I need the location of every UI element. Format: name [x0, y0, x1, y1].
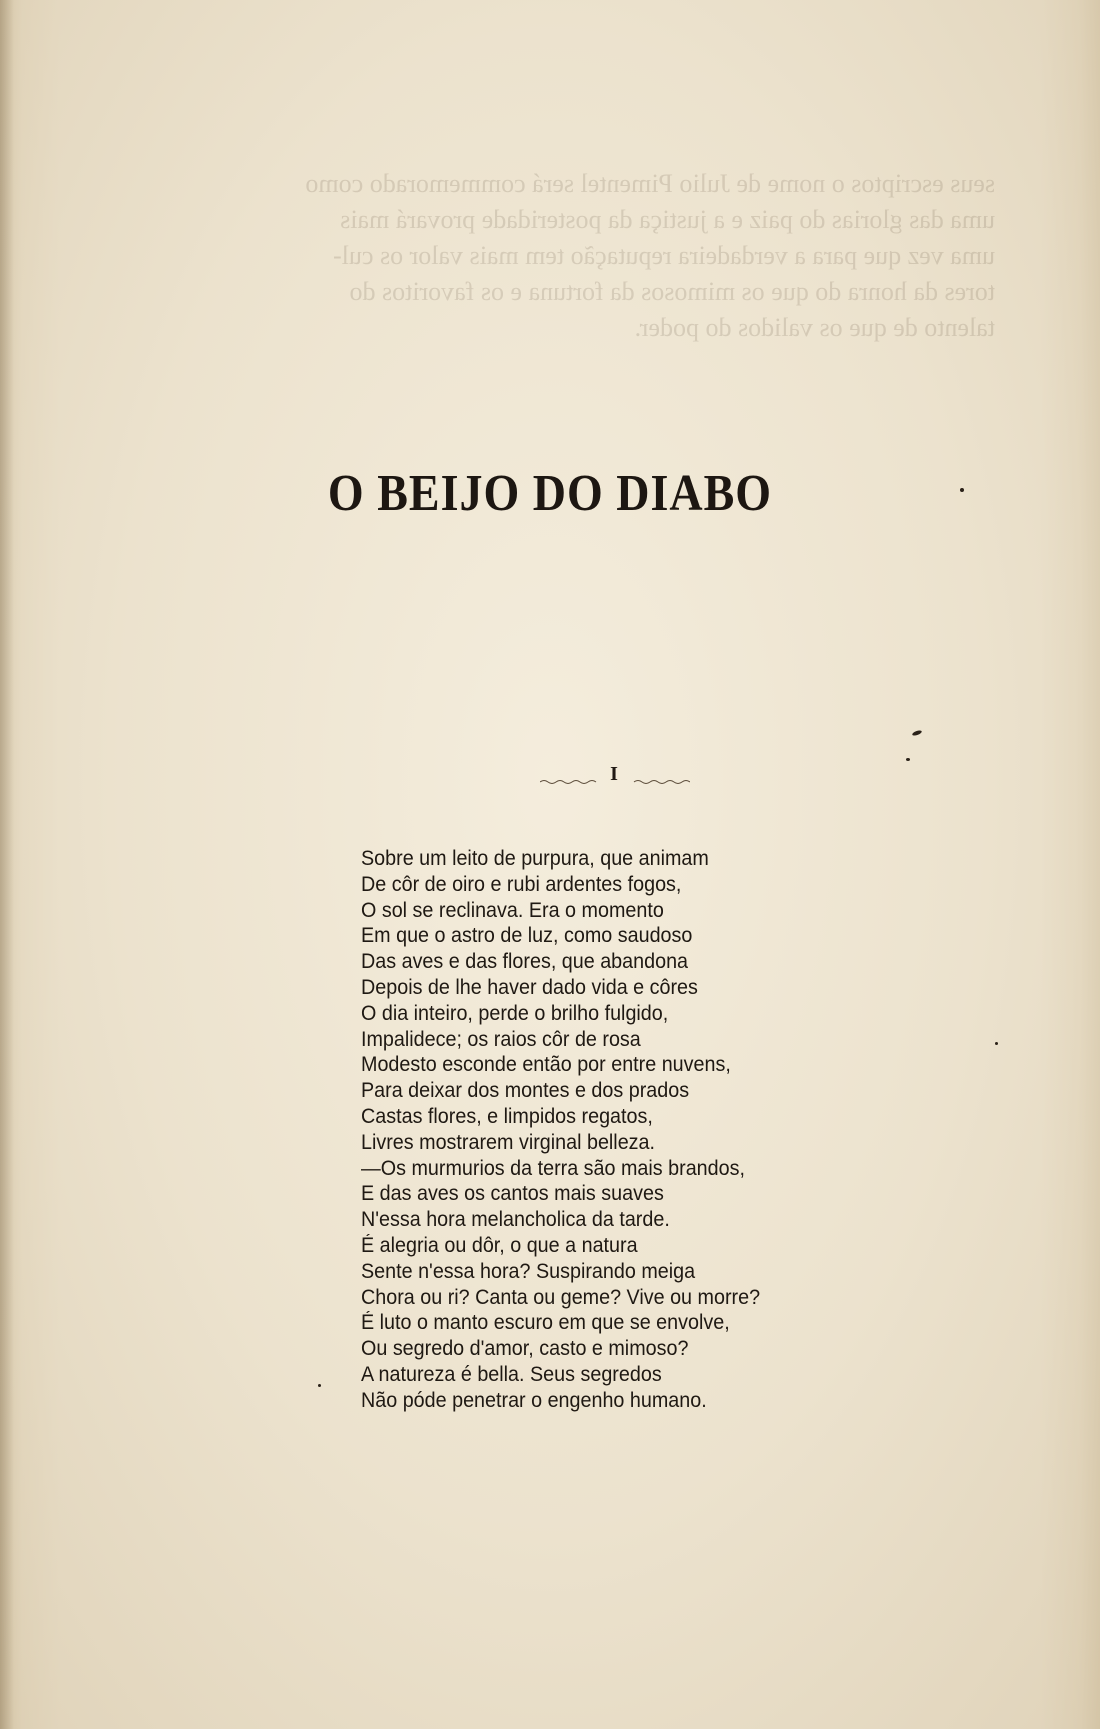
show-through-text: seus escriptos o nome de Julio Pimentel será commemorado como uma das glorias do paiz e a justiça da posteridade provará mais uma vez que para a verdadeira reputação tem mais valor os cul- tores da honra do que os mimosos da fortuna e os favoritos do talento de que os validos do poder.: [305, 169, 995, 342]
poem-stanza: [361, 846, 1011, 1414]
poem-line: É alegria ou dôr, o que a natura: [361, 1233, 638, 1257]
ink-speck: [960, 488, 964, 492]
poem-line: Não póde penetrar o engenho humano.: [361, 1388, 707, 1412]
ink-speck: [318, 1384, 321, 1387]
ink-speck: [906, 758, 910, 761]
poem-line: —Os murmurios da terra são mais brandos,: [361, 1156, 745, 1180]
poem-line: A natureza é bella. Seus segredos: [361, 1362, 662, 1386]
poem-line: Sente n'essa hora? Suspirando meiga: [361, 1259, 696, 1283]
poem-line: Chora ou ri? Canta ou geme? Vive ou morre?: [361, 1285, 761, 1309]
poem-line: Para deixar dos montes e dos prados: [361, 1079, 690, 1103]
poem-line: Das aves e das flores, que abandona: [361, 950, 689, 974]
poem-line: Modesto esconde então por entre nuvens,: [361, 1053, 731, 1077]
poem-line: Ou segredo d'amor, casto e mimoso?: [361, 1337, 689, 1361]
section-ornament-rule: [540, 779, 690, 785]
poem-line: Livres mostrarem virginal belleza.: [361, 1130, 656, 1154]
poem-line: N'essa hora melancholica da tarde.: [361, 1208, 670, 1232]
poem-line: O sol se reclinava. Era o momento: [361, 898, 664, 922]
section-number: I: [610, 763, 618, 785]
poem-line: Impalidece; os raios côr de rosa: [361, 1027, 641, 1051]
poem-title: O BEIJO DO DIABO: [327, 463, 773, 522]
ink-speck: [995, 1042, 998, 1045]
ink-speck: [912, 729, 923, 736]
poem-line: O dia inteiro, perde o brilho fulgido,: [361, 1001, 669, 1025]
poem-line: De côr de oiro e rubi ardentes fogos,: [361, 872, 682, 896]
poem-line: Em que o astro de luz, como saudoso: [361, 924, 693, 948]
binding-edge-shadow: [0, 0, 14, 1729]
poem-line: É luto o manto escuro em que se envolve,: [361, 1311, 730, 1335]
poem-line: Sobre um leito de purpura, que animam: [361, 847, 709, 870]
poem-line: Depois de lhe haver dado vida e côres: [361, 975, 698, 999]
poem-line: E das aves os cantos mais suaves: [361, 1182, 664, 1206]
poem-line: Castas flores, e limpidos regatos,: [361, 1104, 653, 1128]
